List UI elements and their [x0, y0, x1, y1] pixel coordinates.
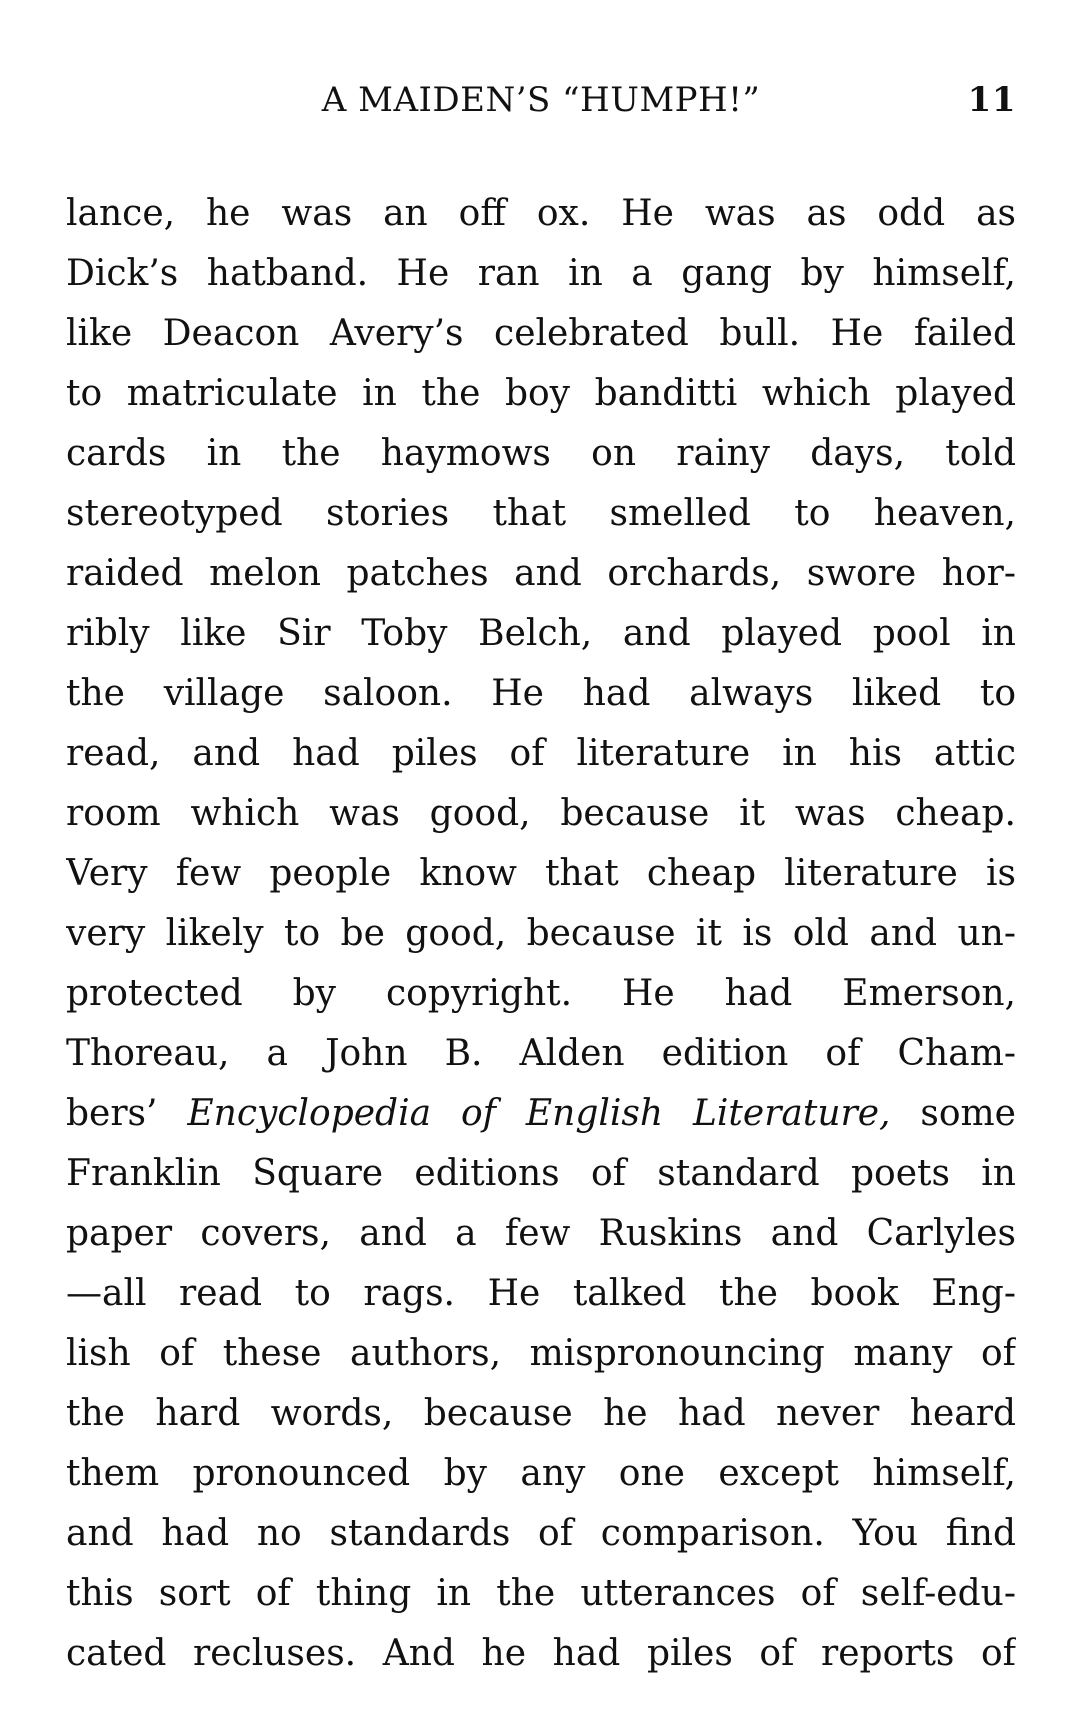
text-line: Dick’s hatband. He ran in a gang by himself, [66, 253, 1016, 294]
text-line: this sort of thing in the utterances of self-edu- [66, 1573, 1016, 1614]
text-line: them pronounced by any one except himself, [66, 1453, 1016, 1494]
text-line: Thoreau, a John B. Alden edition of Cham- [66, 1033, 1016, 1074]
body-text [66, 184, 1016, 1684]
text-line: the hard words, because he had never heard [66, 1393, 1016, 1434]
text-line: room which was good, because it was cheap. [66, 793, 1016, 834]
text-line: protected by copyright. He had Emerson, [66, 973, 1016, 1014]
text-line: cards in the haymows on rainy days, told [66, 433, 1016, 474]
text-line: cated recluses. And he had piles of reports of [66, 1633, 1016, 1674]
text-line: paper covers, and a few Ruskins and Carlyles [66, 1213, 1016, 1254]
text-line: the village saloon. He had always liked to [66, 673, 1016, 714]
text-line: bers’ Encyclopedia of English Literature, some [66, 1093, 1016, 1134]
text-line: Very few people know that cheap literature is [66, 853, 1016, 894]
text-line: to matriculate in the boy banditti which played [66, 373, 1016, 414]
text-line: read, and had piles of literature in his attic [66, 733, 1016, 774]
text-line: lish of these authors, mispronouncing many of [66, 1333, 1016, 1374]
text-line: raided melon patches and orchards, swore hor- [66, 553, 1016, 594]
text-line: Franklin Square editions of standard poets in [66, 1153, 1016, 1194]
text-line: lance, he was an off ox. He was as odd as [66, 193, 1016, 234]
text-line: very likely to be good, because it is old and un- [66, 913, 1016, 954]
running-title: A MAIDEN’S “HUMPH!” [321, 80, 761, 120]
text-line: ribly like Sir Toby Belch, and played pool in [66, 613, 1016, 654]
running-head [66, 80, 1016, 140]
text-line: stereotyped stories that smelled to heaven, [66, 493, 1016, 534]
page-number: 11 [967, 80, 1016, 120]
book-title-italic: Encyclopedia of English Literature, [187, 1093, 891, 1134]
text-line: like Deacon Avery’s celebrated bull. He failed [66, 313, 1016, 354]
text-line: —all read to rags. He talked the book Eng- [66, 1273, 1016, 1314]
text-line: and had no standards of comparison. You find [66, 1513, 1016, 1554]
